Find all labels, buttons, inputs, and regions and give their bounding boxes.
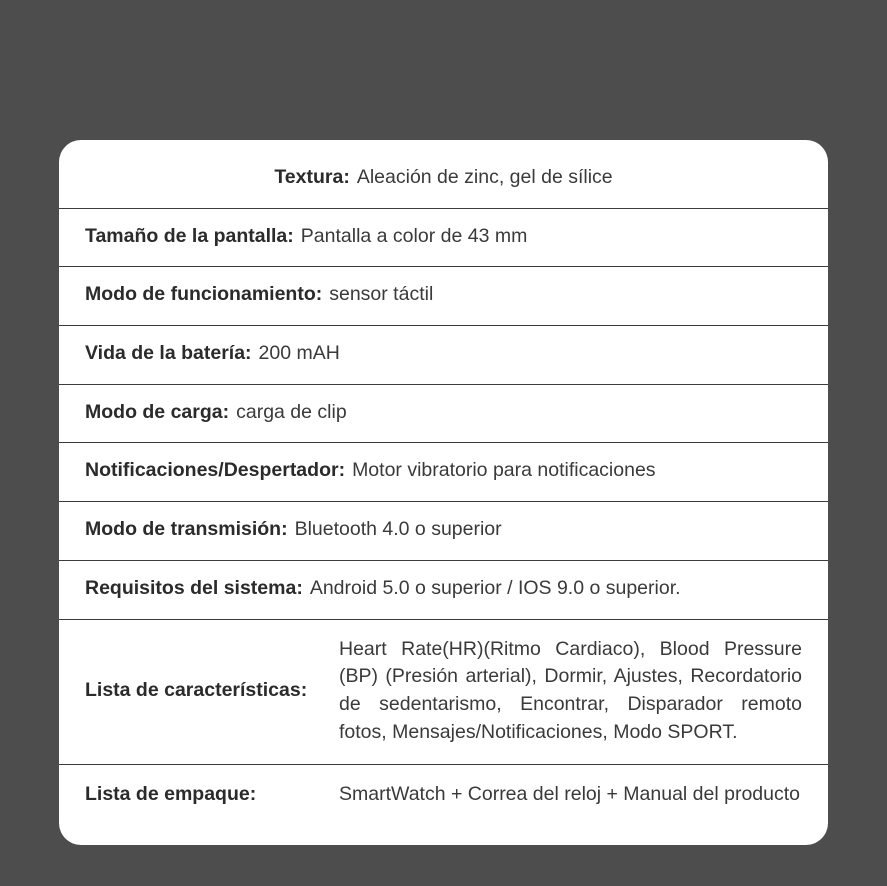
spec-value: Heart Rate(HR)(Ritmo Cardiaco), Blood Pressure (BP) (Presión arterial), Dormir, Ajustes, Recordatorio de sedentarismo, Encontrar, Disparador remoto fotos, Mensajes/Notificaciones, Modo SPORT. xyxy=(339,637,802,743)
spec-row-system-requirements xyxy=(59,561,828,620)
spec-label: Modo de transmisión: xyxy=(85,518,288,541)
spec-row-packing-list xyxy=(59,765,828,827)
spec-value: Bluetooth 4.0 o superior xyxy=(294,518,502,541)
spec-label: Textura: xyxy=(274,166,350,188)
spec-value: SmartWatch + Correa del reloj + Manual del producto xyxy=(339,783,801,806)
spec-label: Requisitos del sistema: xyxy=(85,576,303,599)
spec-row-texture xyxy=(59,150,828,209)
spec-value: Android 5.0 o superior / IOS 9.0 o superior. xyxy=(309,576,681,599)
spec-label: Vida de la batería: xyxy=(85,342,252,365)
spec-value: Pantalla a color de 43 mm xyxy=(300,224,528,247)
spec-label: Lista de empaque: xyxy=(85,783,257,806)
spec-value: sensor táctil xyxy=(329,283,434,306)
spec-row-battery-life xyxy=(59,326,828,385)
spec-row-transmission-mode xyxy=(59,502,828,561)
spec-row-screen-size xyxy=(59,209,828,268)
spec-row-charging-mode xyxy=(59,385,828,444)
spec-value: Aleación de zinc, gel de sílice xyxy=(356,166,613,188)
spec-row-content xyxy=(274,164,612,192)
spec-value: Motor vibratorio para notificaciones xyxy=(352,459,656,482)
spec-value: 200 mAH xyxy=(258,342,340,365)
spec-label: Tamaño de la pantalla: xyxy=(85,224,294,247)
spec-label: Lista de características: xyxy=(85,679,308,702)
spec-label: Modo de carga: xyxy=(85,400,230,423)
spec-row-operating-mode xyxy=(59,267,828,326)
spec-row-feature-list xyxy=(59,620,828,766)
spec-row-notifications-alarm xyxy=(59,443,828,502)
spec-label: Modo de funcionamiento: xyxy=(85,283,323,306)
spec-value: carga de clip xyxy=(236,400,347,423)
specification-card xyxy=(59,140,828,845)
spec-label: Notificaciones/Despertador: xyxy=(85,459,346,482)
